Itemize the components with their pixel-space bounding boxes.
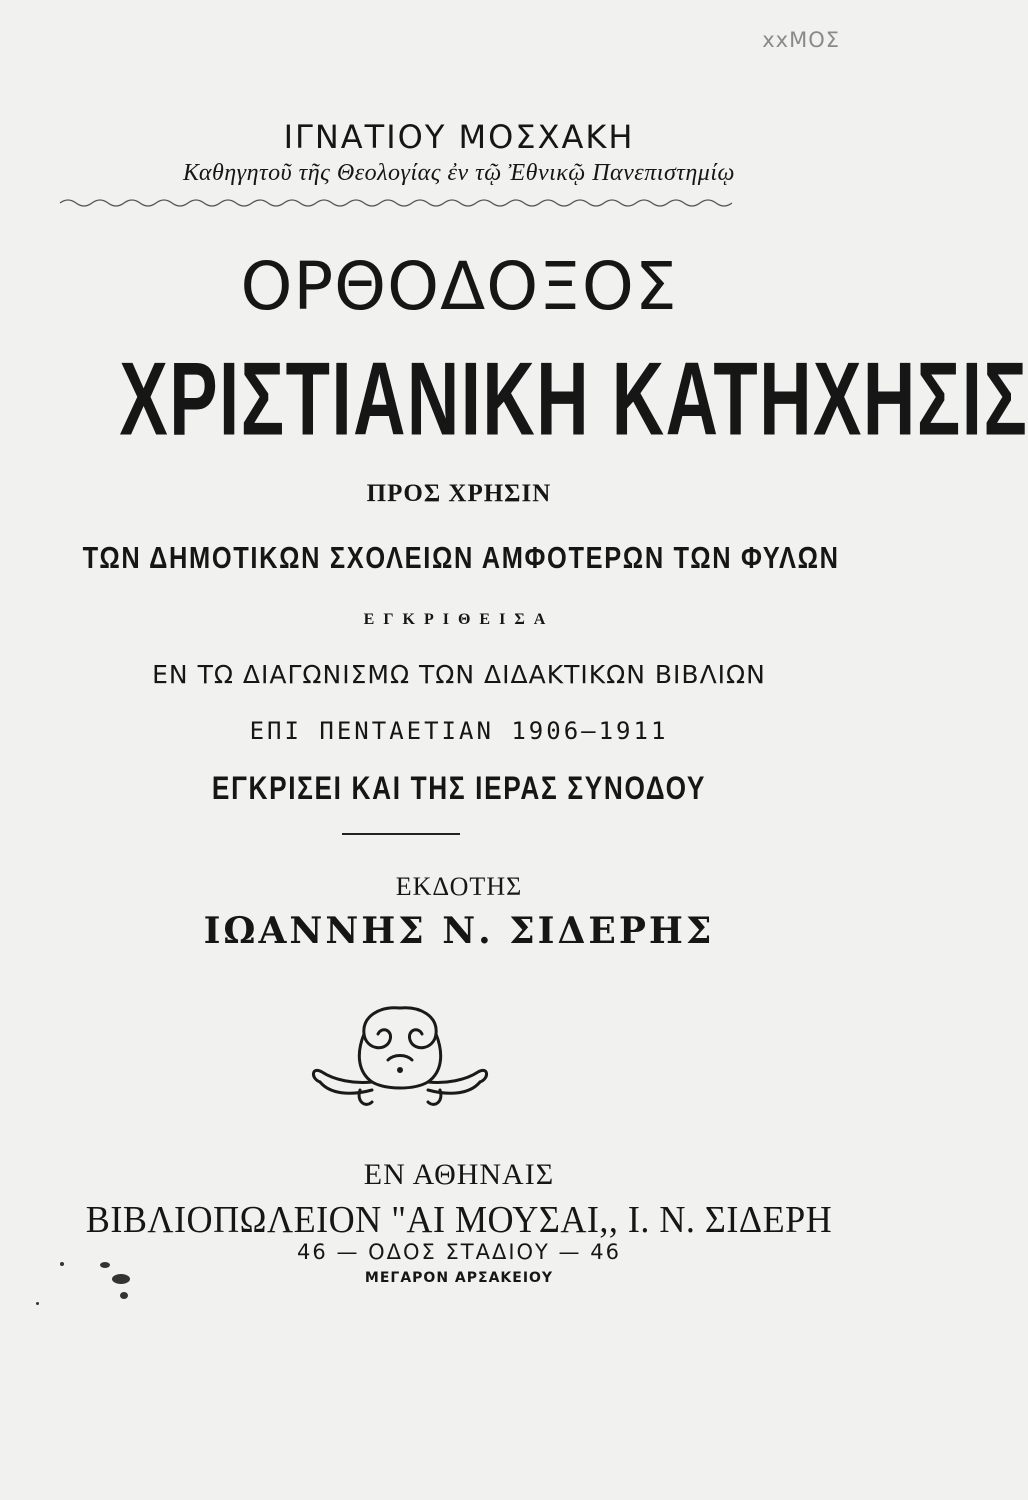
publisher-label: ΕΚΔΟΤΗΣ bbox=[395, 872, 523, 901]
publisher-name: ΙΩΑΝΝΗΣ Ν. ΣΙΔΕΡΗΣ bbox=[203, 910, 715, 952]
contest-line: ΕΝ ΤΩ ΔΙΑΓΩΝΙΣΜΩ ΤΩΝ ΔΙΔΑΚΤΙΚΩΝ ΒΙΒΛΙΩΝ bbox=[152, 660, 766, 689]
ink-blot bbox=[100, 1262, 110, 1268]
ink-blot bbox=[112, 1274, 130, 1284]
imprint-street: 46 — ΟΔΟΣ ΣΤΑΔΙΟΥ — 46 bbox=[297, 1240, 621, 1264]
short-rule-divider bbox=[342, 833, 460, 835]
imprint-city: ΕΝ ΑΘΗΝΑΙΣ bbox=[363, 1158, 555, 1191]
period-line: ΕΠΙ ΠΕΝΤΑΕΤΙΑΝ 1906—1911 bbox=[249, 717, 669, 745]
imprint-bookshop: ΒΙΒΛΙΟΠΩΛΕΙΟΝ "ΑΙ ΜΟΥΣΑΙ,, Ι. Ν. ΣΙΔΕΡΗ bbox=[85, 1199, 833, 1241]
schools-line: ΤΩΝ ΔΗΜΟΤΙΚΩΝ ΣΧΟΛΕΙΩΝ ΑΜΦΟΤΕΡΩΝ ΤΩΝ ΦΥΛΩΝ bbox=[82, 540, 840, 575]
scroll-flourish-ornament-icon bbox=[300, 998, 500, 1118]
title-line-1: ΟΡΘΟΔΟΞΟΣ bbox=[240, 248, 678, 325]
author-name: ΙΓΝΑΤΙΟΥ ΜΟΣΧΑΚΗ bbox=[283, 118, 635, 156]
wavy-rule-divider bbox=[60, 196, 740, 210]
title-line-2: ΧΡΙΣΤΙΑΝΙΚΗ ΚΑΤΗΧΗΣΙΣ bbox=[119, 340, 1028, 457]
ink-blot bbox=[120, 1292, 128, 1299]
purpose-line: ΠΡΟΣ ΧΡΗΣΙΝ bbox=[366, 480, 552, 507]
synod-approval-line: ΕΓΚΡΙΣΕΙ ΚΑΙ ΤΗΣ ΙΕΡΑΣ ΣΥΝΟΔΟΥ bbox=[211, 770, 707, 806]
ink-blot bbox=[36, 1302, 39, 1305]
imprint-building: ΜΕΓΑΡΟΝ ΑΡΣΑΚΕΙΟΥ bbox=[364, 1270, 554, 1286]
author-affiliation: Καθηγητοῦ τῆς Θεολογίας ἐν τῷ Ἐθνικῷ Πανεπιστημίῳ bbox=[183, 160, 735, 186]
ink-blot bbox=[60, 1262, 64, 1266]
handwritten-catalog-note: xxMOΣ bbox=[762, 28, 840, 52]
approved-line: ΕΓΚΡΙΘΕΙΣΑ bbox=[363, 611, 555, 628]
